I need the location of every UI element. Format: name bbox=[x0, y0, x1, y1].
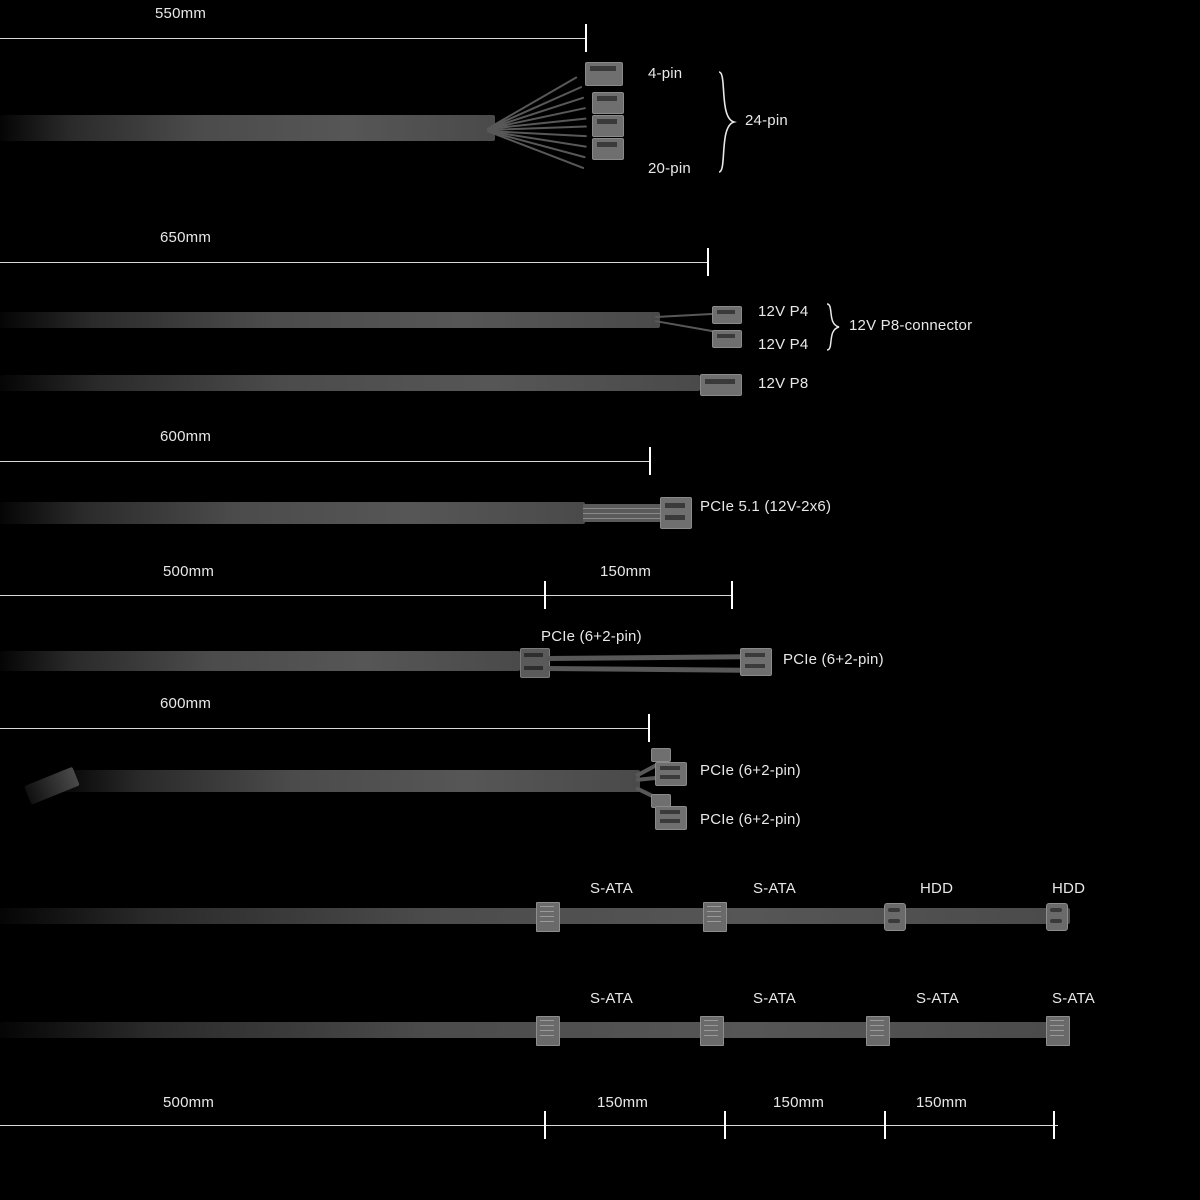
atx-connector-4pin-pins bbox=[590, 66, 616, 71]
connector-sata-2-pins bbox=[707, 921, 721, 922]
dimension-line-650mm bbox=[0, 262, 708, 263]
label-sata-4: S-ATA bbox=[753, 990, 796, 1007]
dimension-tick-bottom-150mm-1 bbox=[724, 1111, 726, 1139]
dimension-label-bottom-500mm: 500mm bbox=[163, 1094, 215, 1111]
connector-sata-5-pins bbox=[870, 1025, 884, 1026]
label-12v-p8: 12V P8 bbox=[758, 375, 809, 392]
connector-sata-1-pins bbox=[540, 916, 554, 917]
pcie51-ribbon-lines bbox=[583, 513, 663, 514]
connector-sata-5-pins bbox=[870, 1020, 884, 1021]
pcie51-cable-trunk bbox=[0, 502, 585, 524]
connector-sata-3-pins bbox=[540, 1035, 554, 1036]
sata-hdd-cable-trunk bbox=[0, 908, 1070, 924]
cpu-p4-strand bbox=[655, 313, 715, 318]
dimension-tick-600mm-pcie2 bbox=[648, 714, 650, 742]
label-pcie-6plus2-top2: PCIe (6+2-pin) bbox=[700, 762, 801, 779]
dimension-line-600mm-pcie51 bbox=[0, 461, 650, 462]
connector-sata-1-pins bbox=[540, 906, 554, 907]
connector-sata-6-pins bbox=[1050, 1025, 1064, 1026]
connector-sata-4-pins bbox=[704, 1025, 718, 1026]
connector-12v-p4-b-pins bbox=[717, 334, 735, 338]
label-pcie-5-1: PCIe 5.1 (12V-2x6) bbox=[700, 498, 832, 515]
connector-sata-1-pins bbox=[540, 921, 554, 922]
brace-24pin bbox=[715, 70, 737, 175]
dimension-tick-bottom-150mm-3 bbox=[1053, 1111, 1055, 1139]
brace-12v-p8 bbox=[824, 302, 842, 352]
connector-sata-2-pins bbox=[707, 906, 721, 907]
dimension-label-150mm-pcie: 150mm bbox=[600, 563, 652, 580]
dimension-tick-550mm bbox=[585, 24, 587, 52]
cpu-p4-strand bbox=[655, 320, 714, 332]
connector-12v-p8 bbox=[700, 374, 742, 396]
cpu-p8-cable-trunk bbox=[0, 375, 700, 391]
connector-pcie-6plus2-top-pins bbox=[660, 775, 680, 779]
connector-sata-3-pins bbox=[540, 1025, 554, 1026]
connector-sata-4-pins bbox=[704, 1035, 718, 1036]
connector-pcie-5-1 bbox=[660, 497, 692, 529]
connector-sata-3-pins bbox=[540, 1030, 554, 1031]
dimension-line-600mm-pcie2 bbox=[0, 728, 650, 729]
connector-pcie-5-1-pins bbox=[665, 503, 685, 508]
connector-pcie-6plus2-mid-pins bbox=[524, 653, 543, 657]
label-hdd-2: HDD bbox=[1052, 880, 1086, 897]
connector-sata-5-pins bbox=[870, 1035, 884, 1036]
connector-pcie-5-1-pins bbox=[665, 515, 685, 520]
connector-sata-2-pins bbox=[707, 911, 721, 912]
pcie-dual-strand bbox=[546, 666, 744, 673]
dimension-label-600mm-pcie51: 600mm bbox=[160, 428, 212, 445]
connector-sata-6-pins bbox=[1050, 1020, 1064, 1021]
dimension-label-550mm: 550mm bbox=[155, 5, 207, 22]
connector-hdd-1-pins bbox=[888, 908, 900, 912]
connector-sata-2-pins bbox=[707, 916, 721, 917]
label-12v-p4-b: 12V P4 bbox=[758, 336, 809, 353]
label-sata-2: S-ATA bbox=[753, 880, 796, 897]
label-hdd-1: HDD bbox=[920, 880, 954, 897]
dimension-line-bottom bbox=[0, 1125, 1058, 1126]
label-4-pin: 4-pin bbox=[648, 65, 683, 82]
connector-hdd-2-pins bbox=[1050, 919, 1062, 923]
dimension-tick-150mm-pcie bbox=[731, 581, 733, 609]
connector-12v-p8-pins bbox=[705, 379, 735, 384]
connector-sata-6-pins bbox=[1050, 1035, 1064, 1036]
label-sata-3: S-ATA bbox=[590, 990, 633, 1007]
dimension-tick-bottom-500mm bbox=[544, 1111, 546, 1139]
connector-pcie-6plus2-bot-pins bbox=[660, 819, 680, 823]
connector-sata-4-pins bbox=[704, 1030, 718, 1031]
label-sata-1: S-ATA bbox=[590, 880, 633, 897]
connector-sata-6-pins bbox=[1050, 1030, 1064, 1031]
dimension-label-bottom-150mm-2: 150mm bbox=[773, 1094, 825, 1111]
dimension-tick-600mm-pcie51 bbox=[649, 447, 651, 475]
connector-pcie-6plus2-top-pins bbox=[660, 766, 680, 770]
dimension-label-bottom-150mm-3: 150mm bbox=[916, 1094, 968, 1111]
label-12v-p8-connector: 12V P8-connector bbox=[849, 317, 973, 334]
atx-connector-20pin-pins bbox=[597, 96, 617, 101]
dimension-label-bottom-150mm-1: 150mm bbox=[597, 1094, 649, 1111]
pcie51-ribbon-lines bbox=[583, 508, 663, 509]
dimension-tick-500mm-pcie bbox=[544, 581, 546, 609]
label-sata-6: S-ATA bbox=[1052, 990, 1095, 1007]
pcie-600-cable-bend bbox=[24, 767, 80, 805]
pcie-dual-cable-trunk bbox=[0, 651, 520, 671]
connector-pcie-6plus2-mid-pins bbox=[524, 666, 543, 670]
connector-pcie-6plus2-top-small bbox=[651, 748, 671, 762]
label-20-pin: 20-pin bbox=[648, 160, 691, 177]
connector-12v-p4-a-pins bbox=[717, 310, 735, 314]
label-sata-5: S-ATA bbox=[916, 990, 959, 1007]
dimension-line-500mm-pcie bbox=[0, 595, 733, 596]
connector-pcie-6plus2-end-pins bbox=[745, 653, 765, 657]
connector-12v-p4-b bbox=[712, 330, 742, 348]
pcie-600-cable-trunk bbox=[60, 770, 640, 792]
connector-sata-4-pins bbox=[704, 1020, 718, 1021]
connector-sata-3-pins bbox=[540, 1020, 554, 1021]
connector-sata-1-pins bbox=[540, 911, 554, 912]
pcie-dual-strand bbox=[546, 654, 744, 661]
dimension-label-500mm-pcie: 500mm bbox=[163, 563, 215, 580]
atx-connector-20pin-pins bbox=[597, 119, 617, 124]
pcie51-ribbon-lines bbox=[583, 518, 663, 519]
label-pcie-6plus2-mid: PCIe (6+2-pin) bbox=[541, 628, 642, 645]
dimension-line-550mm bbox=[0, 38, 586, 39]
connector-12v-p4-a bbox=[712, 306, 742, 324]
atx-connector-20pin-pins bbox=[597, 142, 617, 147]
label-24-pin: 24-pin bbox=[745, 112, 788, 129]
connector-pcie-6plus2-bot-pins bbox=[660, 810, 680, 814]
connector-hdd-1-pins bbox=[888, 919, 900, 923]
sata-quad-cable-trunk bbox=[0, 1022, 1070, 1038]
label-12v-p4-a: 12V P4 bbox=[758, 303, 809, 320]
connector-pcie-6plus2-end-pins bbox=[745, 664, 765, 668]
label-pcie-6plus2-bot2: PCIe (6+2-pin) bbox=[700, 811, 801, 828]
connector-hdd-2-pins bbox=[1050, 908, 1062, 912]
dimension-label-600mm-pcie2: 600mm bbox=[160, 695, 212, 712]
connector-sata-5-pins bbox=[870, 1030, 884, 1031]
label-pcie-6plus2-end: PCIe (6+2-pin) bbox=[783, 651, 884, 668]
dimension-tick-650mm bbox=[707, 248, 709, 276]
cpu-p4-cable-trunk bbox=[0, 312, 660, 328]
dimension-label-650mm: 650mm bbox=[160, 229, 212, 246]
dimension-tick-bottom-150mm-2 bbox=[884, 1111, 886, 1139]
atx-cable-trunk bbox=[0, 115, 495, 141]
